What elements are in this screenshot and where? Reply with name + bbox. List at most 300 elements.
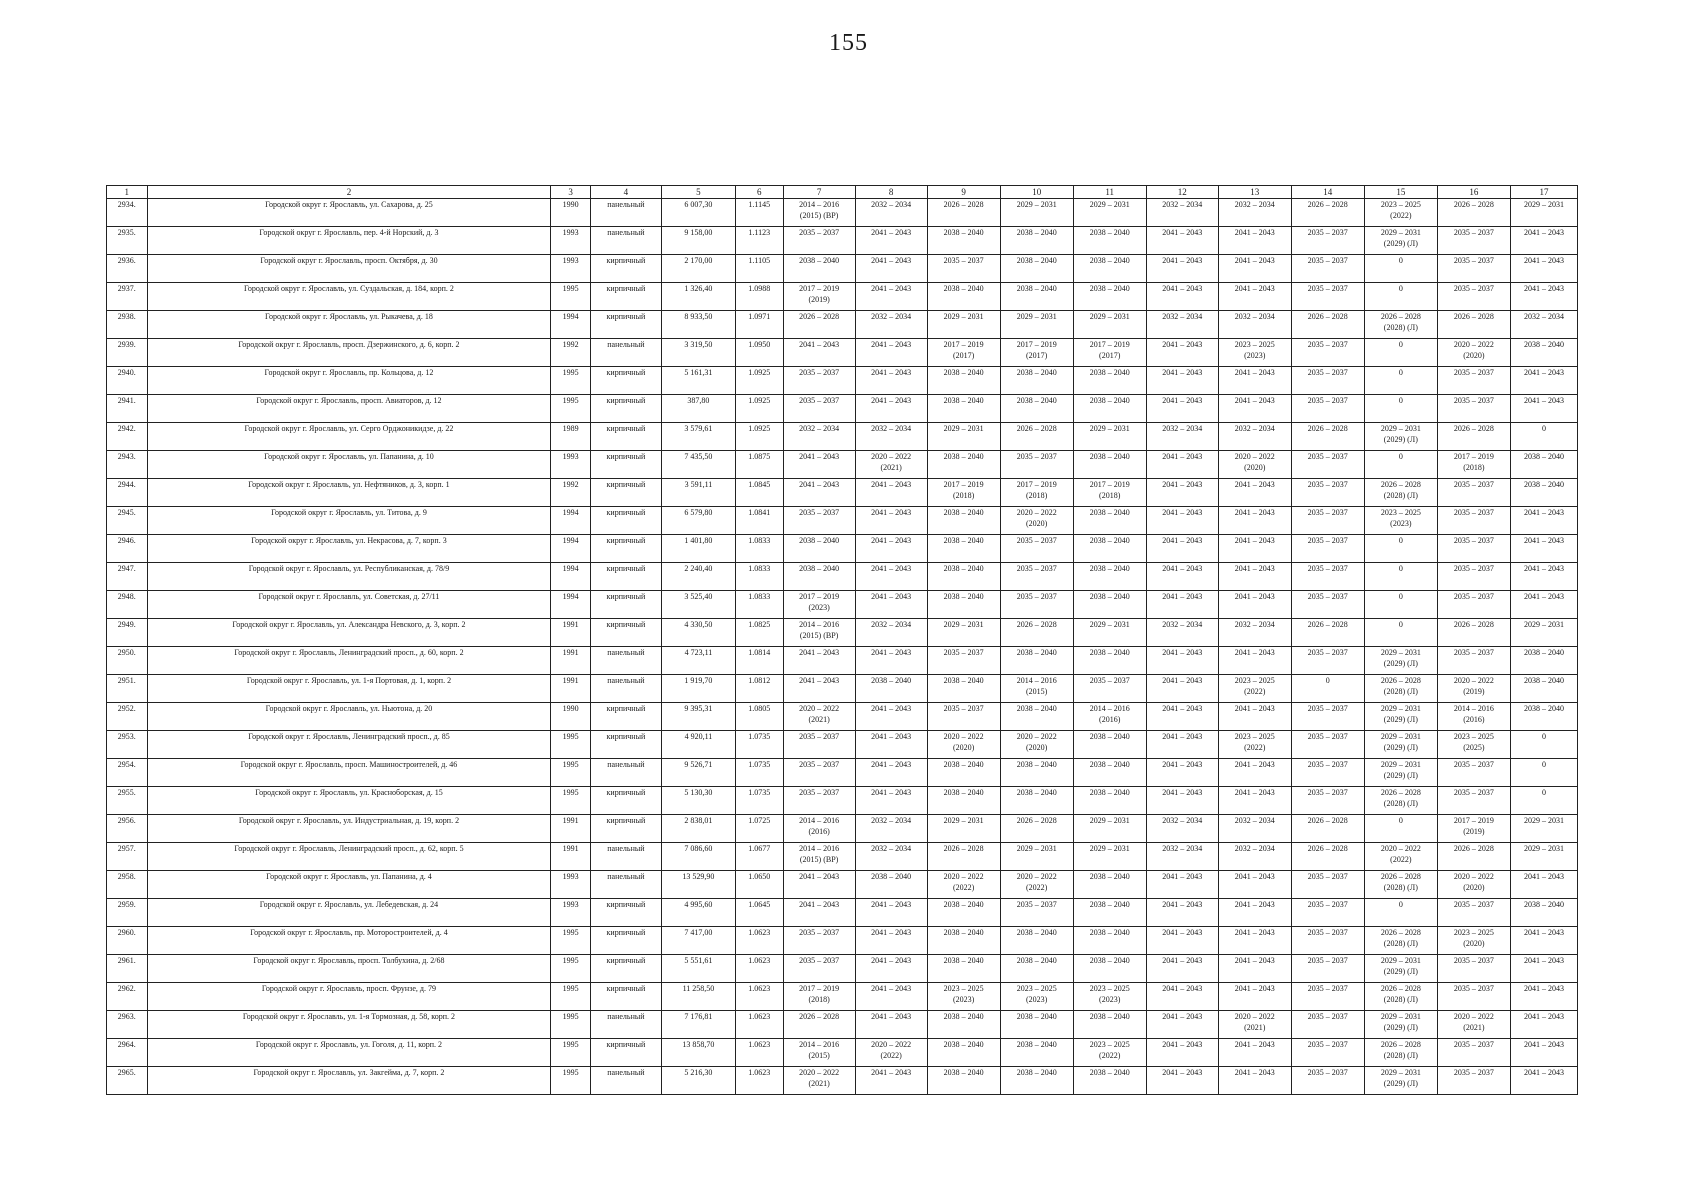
table-cell: 1.0833 xyxy=(735,563,783,591)
table-cell: 1990 xyxy=(551,703,591,731)
table-cell: 2035 – 2037 xyxy=(783,367,855,395)
table-cell: 2038 – 2040 xyxy=(1073,871,1146,899)
table-cell: 2041 – 2043 xyxy=(855,703,927,731)
table-cell: 2038 – 2040 xyxy=(1073,283,1146,311)
table-cell: 2035 – 2037 xyxy=(1437,227,1510,255)
table-cell: 2026 – 2028 xyxy=(1437,423,1510,451)
table-cell: 2038 – 2040 xyxy=(927,227,1000,255)
table-cell: Городской округ г. Ярославль, ул. Ньютона, д. 20 xyxy=(147,703,551,731)
table-cell: 2029 – 2031 xyxy=(1510,199,1577,227)
table-cell: 2017 – 2019 (2017) xyxy=(1073,339,1146,367)
table-row xyxy=(107,591,1578,619)
table-cell: 2035 – 2037 xyxy=(1000,451,1073,479)
table-cell: 2035 – 2037 xyxy=(1437,535,1510,563)
table-cell: 3 525,40 xyxy=(661,591,735,619)
table-cell: 0 xyxy=(1364,619,1437,647)
table-cell: 1989 xyxy=(551,423,591,451)
table-cell: 2029 – 2031 xyxy=(927,619,1000,647)
column-header: 6 xyxy=(735,186,783,199)
table-cell: 2041 – 2043 xyxy=(783,871,855,899)
table-row xyxy=(107,423,1578,451)
table-cell: 2032 – 2034 xyxy=(1146,619,1218,647)
table-cell: кирпичный xyxy=(590,731,661,759)
table-cell: 2035 – 2037 xyxy=(1291,283,1364,311)
table-cell: 2029 – 2031 xyxy=(1073,843,1146,871)
table-cell: 2020 – 2022 (2021) xyxy=(783,1067,855,1095)
table-cell: 2041 – 2043 xyxy=(1146,339,1218,367)
table-cell: 2964. xyxy=(107,1039,148,1067)
table-cell: 1.0925 xyxy=(735,367,783,395)
table-row xyxy=(107,815,1578,843)
table-row xyxy=(107,787,1578,815)
table-cell: 2026 – 2028 xyxy=(1291,843,1364,871)
table-cell: 2023 – 2025 (2023) xyxy=(1364,507,1437,535)
table-cell: 2041 – 2043 xyxy=(855,479,927,507)
table-cell: 2938. xyxy=(107,311,148,339)
table-cell: 2029 – 2031 xyxy=(1510,619,1577,647)
table-cell: 2041 – 2043 xyxy=(1146,451,1218,479)
table-cell: 2038 – 2040 xyxy=(1510,339,1577,367)
table-cell: Городской округ г. Ярославль, ул. 1-я Тормозная, д. 58, корп. 2 xyxy=(147,1011,551,1039)
table-cell: 2038 – 2040 xyxy=(927,759,1000,787)
table-cell: 2035 – 2037 xyxy=(1291,983,1364,1011)
table-row xyxy=(107,311,1578,339)
table-cell: 1991 xyxy=(551,647,591,675)
table-cell: 2041 – 2043 xyxy=(855,255,927,283)
table-cell: 2035 – 2037 xyxy=(1291,367,1364,395)
table-cell: 2038 – 2040 xyxy=(1000,787,1073,815)
table-cell: 2041 – 2043 xyxy=(855,955,927,983)
table-cell: 3 591,11 xyxy=(661,479,735,507)
table-cell: 2038 – 2040 xyxy=(1510,451,1577,479)
table-cell: 2032 – 2034 xyxy=(783,423,855,451)
table-cell: 2937. xyxy=(107,283,148,311)
table-cell: 2041 – 2043 xyxy=(783,899,855,927)
table-cell: 2953. xyxy=(107,731,148,759)
table-cell: 2023 – 2025 (2022) xyxy=(1073,1039,1146,1067)
table-cell: 1.0725 xyxy=(735,815,783,843)
table-cell: 2041 – 2043 xyxy=(1218,507,1291,535)
table-cell: 2035 – 2037 xyxy=(1291,451,1364,479)
table-cell: 2041 – 2043 xyxy=(1146,227,1218,255)
table-cell: 2041 – 2043 xyxy=(1146,507,1218,535)
table-cell: 1990 xyxy=(551,199,591,227)
table-row xyxy=(107,675,1578,703)
table-cell: 2041 – 2043 xyxy=(855,339,927,367)
table-row xyxy=(107,647,1578,675)
table-cell: 1.0825 xyxy=(735,619,783,647)
table-cell: 1.0623 xyxy=(735,1067,783,1095)
table-cell: 2038 – 2040 xyxy=(1510,647,1577,675)
table-cell: 2038 – 2040 xyxy=(1073,647,1146,675)
table-cell: 2041 – 2043 xyxy=(1510,255,1577,283)
table-cell: 2026 – 2028 (2028) (Л) xyxy=(1364,927,1437,955)
table-cell: 2023 – 2025 (2020) xyxy=(1437,927,1510,955)
table-cell: 2041 – 2043 xyxy=(783,675,855,703)
table-cell: 13 529,90 xyxy=(661,871,735,899)
table-cell: 2041 – 2043 xyxy=(1510,871,1577,899)
table-row xyxy=(107,283,1578,311)
table-cell: кирпичный xyxy=(590,283,661,311)
table-cell: 2035 – 2037 xyxy=(783,731,855,759)
table-cell: 2038 – 2040 xyxy=(1000,255,1073,283)
table-cell: 2026 – 2028 xyxy=(1291,815,1364,843)
table-cell: 1.0623 xyxy=(735,955,783,983)
table-cell: 2038 – 2040 xyxy=(927,451,1000,479)
table-cell: 2026 – 2028 xyxy=(1437,619,1510,647)
table-cell: 2023 – 2025 (2023) xyxy=(927,983,1000,1011)
table-cell: 2035 – 2037 xyxy=(1437,563,1510,591)
table-cell: кирпичный xyxy=(590,367,661,395)
table-cell: 1.0623 xyxy=(735,983,783,1011)
table-row xyxy=(107,395,1578,423)
table-cell: 0 xyxy=(1364,815,1437,843)
table-cell: 2032 – 2034 xyxy=(1146,311,1218,339)
table-cell: 2041 – 2043 xyxy=(855,591,927,619)
column-header: 8 xyxy=(855,186,927,199)
table-cell: 2038 – 2040 xyxy=(1073,227,1146,255)
table-cell: 2035 – 2037 xyxy=(927,647,1000,675)
table-cell: 1995 xyxy=(551,395,591,423)
table-cell: Городской округ г. Ярославль, Ленинградский просп., д. 60, корп. 2 xyxy=(147,647,551,675)
table-cell: Городской округ г. Ярославль, ул. Советская, д. 27/11 xyxy=(147,591,551,619)
table-cell: 1.0950 xyxy=(735,339,783,367)
table-cell: 2965. xyxy=(107,1067,148,1095)
table-cell: 2041 – 2043 xyxy=(855,1011,927,1039)
table-cell: Городской округ г. Ярославль, ул. Лебедевская, д. 24 xyxy=(147,899,551,927)
table-cell: 2035 – 2037 xyxy=(783,395,855,423)
table-row xyxy=(107,1039,1578,1067)
table-cell: 1994 xyxy=(551,507,591,535)
table-cell: 1.0925 xyxy=(735,395,783,423)
table-cell: 1.0845 xyxy=(735,479,783,507)
table-cell: панельный xyxy=(590,339,661,367)
table-cell: 2026 – 2028 xyxy=(783,1011,855,1039)
table-cell: 0 xyxy=(1510,731,1577,759)
table-cell: 2041 – 2043 xyxy=(1146,759,1218,787)
table-cell: 2038 – 2040 xyxy=(855,675,927,703)
column-header: 3 xyxy=(551,186,591,199)
table-cell: 2020 – 2022 (2020) xyxy=(1218,451,1291,479)
table-cell: 2029 – 2031 (2029) (Л) xyxy=(1364,227,1437,255)
table-cell: 2041 – 2043 xyxy=(1146,395,1218,423)
table-cell: 2026 – 2028 (2028) (Л) xyxy=(1364,479,1437,507)
table-cell: 2038 – 2040 xyxy=(1073,451,1146,479)
table-cell: 2035 – 2037 xyxy=(1291,927,1364,955)
table-cell: 2041 – 2043 xyxy=(1146,787,1218,815)
table-cell: 2038 – 2040 xyxy=(1510,479,1577,507)
table-cell: 4 723,11 xyxy=(661,647,735,675)
table-cell: 2038 – 2040 xyxy=(1073,731,1146,759)
table-cell: 2041 – 2043 xyxy=(1218,1067,1291,1095)
table-cell: 2041 – 2043 xyxy=(855,759,927,787)
table-cell: 2026 – 2028 (2028) (Л) xyxy=(1364,311,1437,339)
table-cell: 2023 – 2025 (2025) xyxy=(1437,731,1510,759)
table-cell: 1995 xyxy=(551,1039,591,1067)
table-cell: 2041 – 2043 xyxy=(1146,675,1218,703)
table-cell: кирпичный xyxy=(590,535,661,563)
table-row xyxy=(107,955,1578,983)
table-cell: 2026 – 2028 xyxy=(1291,311,1364,339)
table-cell: 2014 – 2016 (2016) xyxy=(1437,703,1510,731)
table-cell: 2035 – 2037 xyxy=(927,703,1000,731)
table-cell: 2026 – 2028 xyxy=(927,199,1000,227)
table-cell: 4 920,11 xyxy=(661,731,735,759)
table-cell: 2038 – 2040 xyxy=(927,591,1000,619)
table-cell: 1992 xyxy=(551,479,591,507)
table-cell: 2041 – 2043 xyxy=(855,983,927,1011)
table-cell: 2026 – 2028 xyxy=(1000,423,1073,451)
table-cell: 2041 – 2043 xyxy=(1510,1039,1577,1067)
table-cell: 2041 – 2043 xyxy=(1218,591,1291,619)
table-cell: Городской округ г. Ярославль, ул. Индустриальная, д. 19, корп. 2 xyxy=(147,815,551,843)
table-cell: 2026 – 2028 (2028) (Л) xyxy=(1364,871,1437,899)
table-cell: панельный xyxy=(590,759,661,787)
table-cell: 1993 xyxy=(551,451,591,479)
table-cell: 2032 – 2034 xyxy=(1218,423,1291,451)
table-cell: 1.0623 xyxy=(735,1039,783,1067)
table-cell: 2041 – 2043 xyxy=(855,227,927,255)
table-cell: 1.0833 xyxy=(735,535,783,563)
column-header: 7 xyxy=(783,186,855,199)
table-cell: 2038 – 2040 xyxy=(1000,759,1073,787)
table-cell: 2029 – 2031 (2029) (Л) xyxy=(1364,647,1437,675)
column-header: 12 xyxy=(1146,186,1218,199)
table-cell: 1995 xyxy=(551,955,591,983)
table-cell: 2038 – 2040 xyxy=(927,1067,1000,1095)
table-cell: 0 xyxy=(1364,591,1437,619)
table-cell: 2035 – 2037 xyxy=(1437,367,1510,395)
table-cell: 1994 xyxy=(551,535,591,563)
table-cell: 1995 xyxy=(551,731,591,759)
table-cell: 1.0623 xyxy=(735,1011,783,1039)
table-cell: 2014 – 2016 (2016) xyxy=(1073,703,1146,731)
table-cell: 2014 – 2016 (2015) xyxy=(783,1039,855,1067)
table-cell: 2032 – 2034 xyxy=(1510,311,1577,339)
table-cell: 2962. xyxy=(107,983,148,1011)
table-cell: 2038 – 2040 xyxy=(927,787,1000,815)
table-cell: кирпичный xyxy=(590,563,661,591)
table-cell: 2038 – 2040 xyxy=(1073,899,1146,927)
table-cell: панельный xyxy=(590,199,661,227)
table-body xyxy=(107,199,1578,1095)
table-cell: 2946. xyxy=(107,535,148,563)
table-cell: 2041 – 2043 xyxy=(855,395,927,423)
table-cell: 2017 – 2019 (2018) xyxy=(1000,479,1073,507)
table-cell: 0 xyxy=(1364,367,1437,395)
table-cell: 2038 – 2040 xyxy=(1073,563,1146,591)
table-cell: 2 838,01 xyxy=(661,815,735,843)
page-number: 155 xyxy=(829,30,868,56)
table-cell: 1.1123 xyxy=(735,227,783,255)
table-cell: 2951. xyxy=(107,675,148,703)
table-cell: 2041 – 2043 xyxy=(1146,983,1218,1011)
table-row xyxy=(107,563,1578,591)
table-cell: 2038 – 2040 xyxy=(783,563,855,591)
table-cell: кирпичный xyxy=(590,955,661,983)
table-cell: кирпичный xyxy=(590,815,661,843)
table-cell: кирпичный xyxy=(590,479,661,507)
table-cell: 4 995,60 xyxy=(661,899,735,927)
table-cell: 1995 xyxy=(551,787,591,815)
table-cell: 2032 – 2034 xyxy=(855,843,927,871)
table-cell: Городской округ г. Ярославль, пр. Моторостроителей, д. 4 xyxy=(147,927,551,955)
table-cell: 2035 – 2037 xyxy=(1291,395,1364,423)
table-cell: 2038 – 2040 xyxy=(927,535,1000,563)
table-cell: Городской округ г. Ярославль, ул. Сахарова, д. 25 xyxy=(147,199,551,227)
table-cell: 2032 – 2034 xyxy=(1146,423,1218,451)
table-cell: 2041 – 2043 xyxy=(1218,227,1291,255)
table-cell: 2038 – 2040 xyxy=(927,1011,1000,1039)
table-cell: 2041 – 2043 xyxy=(1218,787,1291,815)
table-cell: 7 417,00 xyxy=(661,927,735,955)
table-cell: 2029 – 2031 xyxy=(927,423,1000,451)
table-cell: 1.0988 xyxy=(735,283,783,311)
table-cell: 2041 – 2043 xyxy=(855,1067,927,1095)
table-cell: 0 xyxy=(1510,423,1577,451)
table-cell: 1991 xyxy=(551,619,591,647)
table-cell: 1.0875 xyxy=(735,451,783,479)
table-cell: 2944. xyxy=(107,479,148,507)
table-cell: 2014 – 2016 (2015) (ВР) xyxy=(783,619,855,647)
table-cell: 2041 – 2043 xyxy=(1146,1067,1218,1095)
table-cell: 2035 – 2037 xyxy=(1437,1067,1510,1095)
table-cell: 2041 – 2043 xyxy=(1218,983,1291,1011)
table-cell: Городской округ г. Ярославль, ул. Гоголя, д. 11, корп. 2 xyxy=(147,1039,551,1067)
table-cell: 3 579,61 xyxy=(661,423,735,451)
table-cell: 2954. xyxy=(107,759,148,787)
table-cell: 1991 xyxy=(551,675,591,703)
table-cell: 2041 – 2043 xyxy=(1510,563,1577,591)
table-cell: 2017 – 2019 (2023) xyxy=(783,591,855,619)
table-cell: 2029 – 2031 (2029) (Л) xyxy=(1364,1011,1437,1039)
table-cell: 2041 – 2043 xyxy=(1146,927,1218,955)
table-cell: 2960. xyxy=(107,927,148,955)
table-cell: 2023 – 2025 (2022) xyxy=(1364,199,1437,227)
table-row xyxy=(107,899,1578,927)
table-cell: кирпичный xyxy=(590,1039,661,1067)
table-cell: 2041 – 2043 xyxy=(1218,1039,1291,1067)
table-cell: 2023 – 2025 (2023) xyxy=(1073,983,1146,1011)
table-cell: 2041 – 2043 xyxy=(1146,955,1218,983)
table-cell: 2014 – 2016 (2016) xyxy=(783,815,855,843)
table-cell: Городской округ г. Ярославль, ул. Александра Невского, д. 3, корп. 2 xyxy=(147,619,551,647)
table-cell: 2029 – 2031 (2029) (Л) xyxy=(1364,955,1437,983)
table-cell: 2029 – 2031 xyxy=(1073,423,1146,451)
table-cell: 2041 – 2043 xyxy=(855,563,927,591)
column-header: 10 xyxy=(1000,186,1073,199)
table-cell: 2035 – 2037 xyxy=(1437,283,1510,311)
table-cell: 2029 – 2031 xyxy=(1073,199,1146,227)
table-cell: 2041 – 2043 xyxy=(1510,1067,1577,1095)
table-cell: 2041 – 2043 xyxy=(855,787,927,815)
table-cell: 2035 – 2037 xyxy=(1291,507,1364,535)
table-cell: 2032 – 2034 xyxy=(1218,843,1291,871)
table-cell: Городской округ г. Ярославль, ул. 1-я Портовая, д. 1, корп. 2 xyxy=(147,675,551,703)
table-cell: 1992 xyxy=(551,339,591,367)
table-cell: 9 395,31 xyxy=(661,703,735,731)
table-cell: 1.0645 xyxy=(735,899,783,927)
table-cell: 1.0650 xyxy=(735,871,783,899)
table-cell: 2936. xyxy=(107,255,148,283)
table-cell: 2035 – 2037 xyxy=(1291,703,1364,731)
table-cell: кирпичный xyxy=(590,927,661,955)
table-cell: 2038 – 2040 xyxy=(1510,899,1577,927)
table-cell: 1.0735 xyxy=(735,731,783,759)
table-row xyxy=(107,1011,1578,1039)
table-cell: 2035 – 2037 xyxy=(1291,227,1364,255)
table-cell: 5 161,31 xyxy=(661,367,735,395)
table-cell: 2041 – 2043 xyxy=(1146,367,1218,395)
table-cell: Городской округ г. Ярославль, ул. Республиканская, д. 78/9 xyxy=(147,563,551,591)
table-cell: 1.1145 xyxy=(735,199,783,227)
table-cell: 1.0805 xyxy=(735,703,783,731)
table-cell: 2035 – 2037 xyxy=(927,255,1000,283)
table-cell: 2029 – 2031 xyxy=(927,311,1000,339)
table-cell: 1.0812 xyxy=(735,675,783,703)
table-cell: 2035 – 2037 xyxy=(1291,1011,1364,1039)
table-cell: 2035 – 2037 xyxy=(1000,563,1073,591)
table-cell: 2041 – 2043 xyxy=(1146,731,1218,759)
table-cell: 2029 – 2031 (2029) (Л) xyxy=(1364,423,1437,451)
table-row xyxy=(107,843,1578,871)
table-cell: 2041 – 2043 xyxy=(1218,955,1291,983)
table-cell: 2959. xyxy=(107,899,148,927)
table-cell: 2934. xyxy=(107,199,148,227)
table-cell: 2023 – 2025 (2023) xyxy=(1000,983,1073,1011)
table-cell: 2038 – 2040 xyxy=(927,367,1000,395)
table-cell: 1995 xyxy=(551,927,591,955)
table-cell: 2038 – 2040 xyxy=(855,871,927,899)
table-cell: 0 xyxy=(1364,563,1437,591)
table-row xyxy=(107,199,1578,227)
table-cell: 2038 – 2040 xyxy=(927,955,1000,983)
table-cell: 2032 – 2034 xyxy=(855,311,927,339)
table-cell: 2035 – 2037 xyxy=(1073,675,1146,703)
table-cell: 2041 – 2043 xyxy=(1218,283,1291,311)
table-cell: 1994 xyxy=(551,591,591,619)
table-cell: 2014 – 2016 (2015) xyxy=(1000,675,1073,703)
table-cell: 2035 – 2037 xyxy=(1437,1039,1510,1067)
table-cell: 2035 – 2037 xyxy=(1291,759,1364,787)
capital-repair-schedule-table xyxy=(106,185,1578,1095)
table-cell: 2038 – 2040 xyxy=(1000,955,1073,983)
table-cell: 2038 – 2040 xyxy=(1000,1039,1073,1067)
table-cell: 0 xyxy=(1291,675,1364,703)
table-row xyxy=(107,227,1578,255)
table-cell: 2029 – 2031 xyxy=(1510,815,1577,843)
table-cell: 2032 – 2034 xyxy=(855,619,927,647)
table-cell: Городской округ г. Ярославль, просп. Дзержинского, д. 6, корп. 2 xyxy=(147,339,551,367)
table-cell: Городской округ г. Ярославль, просп. Толбухина, д. 2/68 xyxy=(147,955,551,983)
table-cell: Городской округ г. Ярославль, ул. Некрасова, д. 7, корп. 3 xyxy=(147,535,551,563)
table-cell: 2032 – 2034 xyxy=(1146,199,1218,227)
table-cell: 2038 – 2040 xyxy=(1073,395,1146,423)
table-cell: 2038 – 2040 xyxy=(1000,227,1073,255)
table-cell: 1.0623 xyxy=(735,927,783,955)
table-cell: 2035 – 2037 xyxy=(1437,479,1510,507)
table-cell: 2020 – 2022 (2021) xyxy=(783,703,855,731)
table-cell: 11 258,50 xyxy=(661,983,735,1011)
table-cell: Городской округ г. Ярославль, пер. 4-й Норский, д. 3 xyxy=(147,227,551,255)
table-cell: 1.0735 xyxy=(735,787,783,815)
table-cell: 2041 – 2043 xyxy=(1146,1011,1218,1039)
table-cell: кирпичный xyxy=(590,507,661,535)
table-row xyxy=(107,871,1578,899)
table-cell: 2041 – 2043 xyxy=(1146,535,1218,563)
table-cell: 2035 – 2037 xyxy=(1437,955,1510,983)
table-cell: 4 330,50 xyxy=(661,619,735,647)
